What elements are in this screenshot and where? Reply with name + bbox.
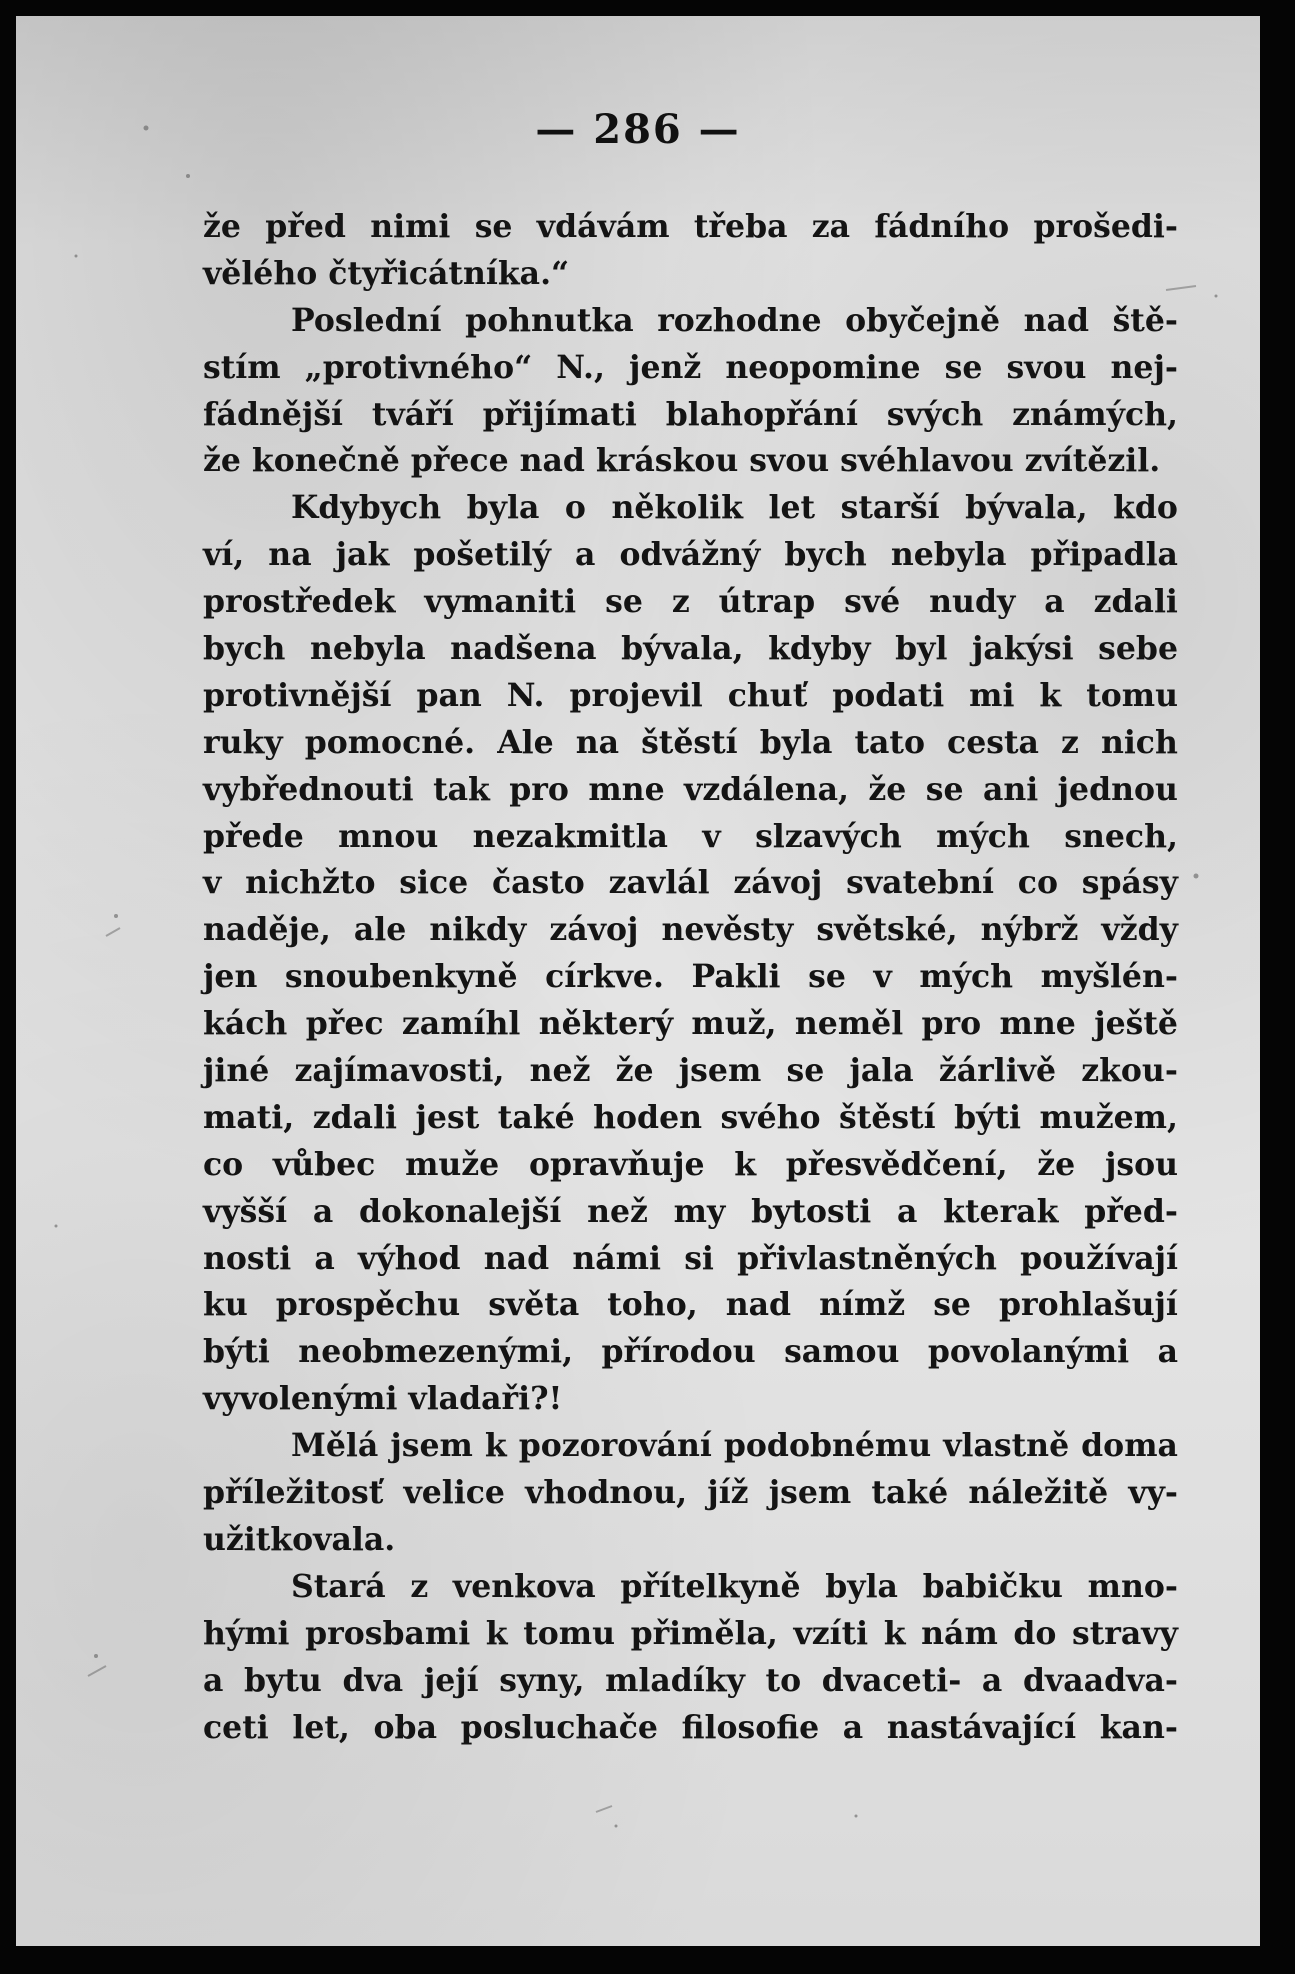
text-line: mati, zdali jest také hoden svého štěstí býti mužem, (203, 1098, 1178, 1136)
text-line: naděje, ale nikdy závoj nevěsty světské, nýbrž vždy (203, 911, 1178, 949)
text-line: protivnější pan N. projevil chuť podati mi k tomu (203, 676, 1178, 714)
text-line: přede mnou nezakmitla v slzavých mých snech, (203, 817, 1178, 855)
text-line: kách přec zamíhl některý muž, neměl pro mne ještě (203, 1005, 1178, 1043)
text-line: ceti let, oba posluchače filosofie a nastávající kan- (203, 1708, 1178, 1746)
text-line: Mělá jsem k pozorování podobnému vlastně doma (291, 1427, 1178, 1465)
text-line: fádnější tváří přijímati blahopřání svých známých, (203, 395, 1178, 433)
text-line: ruky pomocné. Ale na štěstí byla tato cesta z nich (203, 723, 1178, 761)
text-line: jiné zajímavosti, než že jsem se jala žárlivě zkou- (203, 1052, 1178, 1090)
text-line: jen snoubenkyně církve. Pakli se v mých myšlén- (203, 958, 1178, 996)
text-line: prostředek vymaniti se z útrap své nudy a zdali (203, 583, 1178, 621)
text-line: Poslední pohnutka rozhodne obyčejně nad ště- (291, 301, 1178, 339)
text-line: a bytu dva její syny, mladíky to dvaceti- a dvaadva- (203, 1661, 1178, 1699)
text-line: že konečně přece nad kráskou svou svéhlavou zvítězil. (203, 442, 1161, 480)
text-line: v nichžto sice často zavlál závoj svatební co spásy (203, 864, 1178, 902)
text-line: ví, na jak pošetilý a odvážný bych nebyla připadla (203, 536, 1178, 574)
text-line: vyvolenými vladaři?! (203, 1380, 563, 1418)
page-number: — 286 — (535, 106, 741, 153)
text-line: býti neobmezenými, přírodou samou povolanými a (203, 1333, 1178, 1371)
text-line: ku prospěchu světa toho, nad nímž se prohlašují (203, 1286, 1178, 1324)
text-line: bych nebyla nadšena bývala, kdyby byl jakýsi sebe (203, 630, 1178, 668)
text-line: vybřednouti tak pro mne vzdálena, že se ani jednou (203, 770, 1178, 808)
text-line: Stará z venkova přítelkyně byla babičku mno- (291, 1567, 1178, 1605)
body-text (203, 204, 1178, 1751)
text-line: co vůbec muže opravňuje k přesvědčení, že jsou (203, 1145, 1178, 1183)
text-line: vělého čtyřicátníka.“ (203, 254, 570, 292)
text-line: hými prosbami k tomu přiměla, vzíti k nám do stravy (203, 1614, 1178, 1652)
text-line: vyšší a dokonalejší než my bytosti a kterak před- (203, 1192, 1178, 1230)
book-page (16, 16, 1260, 1946)
text-line: stím „protivného“ N., jenž neopomine se svou nej- (203, 348, 1178, 386)
text-line: příležitosť velice vhodnou, jíž jsem také náležitě vy- (203, 1474, 1178, 1512)
text-line: užitkovala. (203, 1520, 396, 1558)
text-line: že před nimi se vdávám třeba za fádního prošedi- (203, 208, 1178, 245)
text-line: nosti a výhod nad námi si přivlastněných používají (203, 1239, 1178, 1277)
text-line: Kdybych byla o několik let starší bývala, kdo (291, 489, 1178, 527)
